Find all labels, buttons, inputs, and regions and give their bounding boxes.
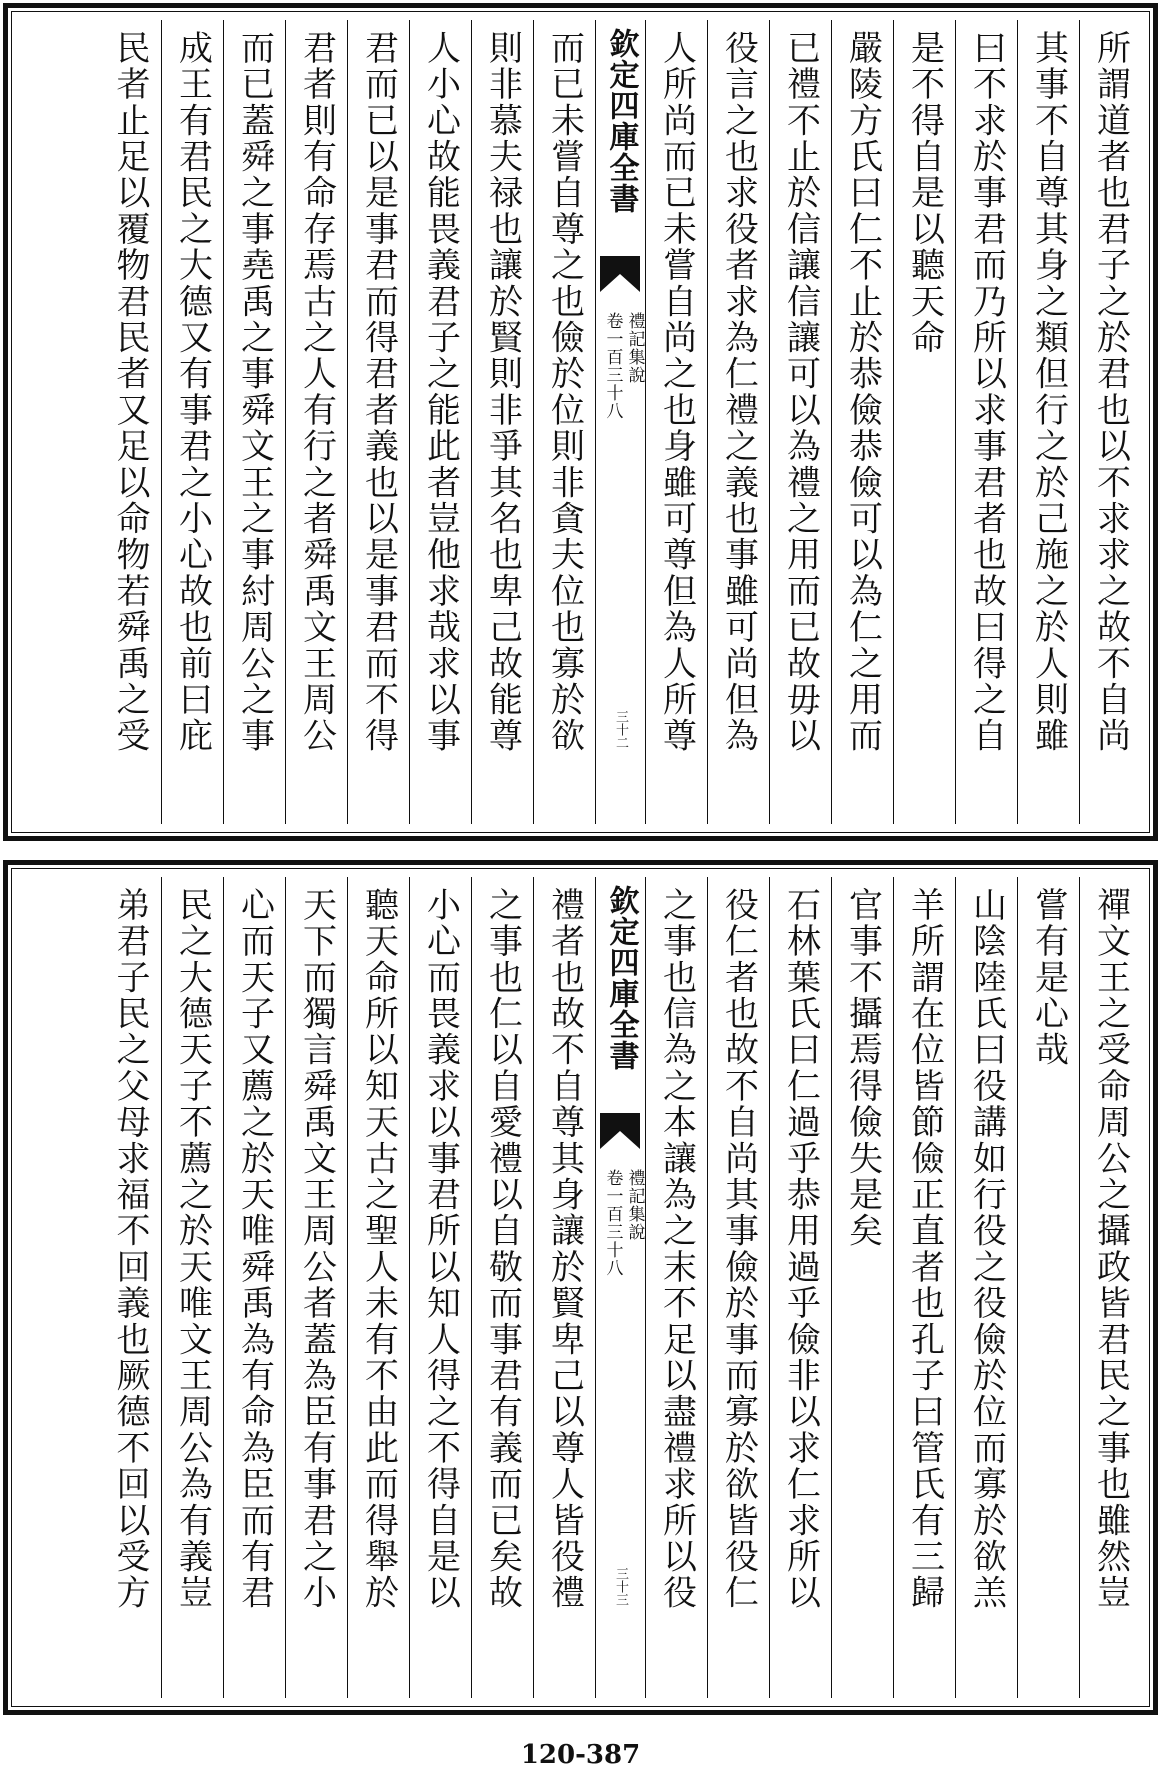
text-column xyxy=(707,877,769,1698)
text-column xyxy=(769,877,831,1698)
text-column xyxy=(769,20,831,824)
column-text: 民者止足以覆物君民者又足以命物若舜禹之受 xyxy=(110,30,150,754)
column-text: 役言之也求役者求為仁禮之義也事雖可尚但為 xyxy=(718,30,759,754)
bottom-page-frame xyxy=(3,860,1158,1715)
text-column xyxy=(161,877,223,1698)
text-column xyxy=(161,20,223,824)
text-column xyxy=(955,877,1017,1698)
top-page xyxy=(0,0,1161,845)
text-column xyxy=(409,20,471,824)
leaf-number: 三十三 xyxy=(613,1567,628,1606)
column-text: 小心而畏義求以事君所以知人得之不得自是以 xyxy=(420,887,461,1611)
column-text: 君而已以是事君而得君者義也以是事君而不得 xyxy=(358,30,399,754)
column-text: 禮者也故不自尊其身讓於賢卑己以尊人皆役禮 xyxy=(544,887,585,1611)
center-margin-column xyxy=(595,877,645,1698)
top-columns xyxy=(20,20,1141,824)
text-column xyxy=(1017,877,1079,1698)
leaf-number: 三十二 xyxy=(613,710,628,749)
column-text: 君者則有命存焉古之人有行之者舜禹文王周公 xyxy=(296,30,337,754)
text-column xyxy=(707,20,769,824)
text-column xyxy=(533,20,595,824)
column-text: 之事也仁以自愛禮以自敬而事君有義而已矣故 xyxy=(482,887,523,1611)
text-column xyxy=(645,20,707,824)
column-text: 則非慕夫禄也讓於賢則非爭其名也卑己故能尊 xyxy=(482,30,523,754)
source-title: 禮記集說 xyxy=(624,1169,645,1241)
fish-tail-ornament-icon xyxy=(600,1113,640,1153)
column-text: 而已蓋舜之事堯禹之事舜文王之事紂周公之事 xyxy=(234,30,275,754)
fish-tail-ornament-icon xyxy=(600,256,640,296)
column-text: 而已未嘗自尊之也儉於位則非貪夫位也寡於欲 xyxy=(544,30,585,754)
book-title: 欽定四庫全書 xyxy=(603,885,639,1071)
volume-label: 卷一百三十八 xyxy=(602,1169,623,1277)
column-text: 石林葉氏曰仁過乎恭用過乎儉非以求仁求所以 xyxy=(780,887,821,1611)
text-column xyxy=(285,877,347,1698)
text-column xyxy=(893,20,955,824)
text-column xyxy=(831,877,893,1698)
top-page-frame xyxy=(3,3,1158,841)
column-text: 其事不自尊其身之類但行之於己施之於人則雖 xyxy=(1028,30,1069,754)
bottom-page xyxy=(0,860,1161,1720)
column-text: 弟君子民之父母求福不回義也厥德不回以受方 xyxy=(110,887,150,1611)
column-text: 羊所謂在位皆節儉正直者也孔子曰管氏有三歸 xyxy=(904,887,945,1611)
text-column xyxy=(409,877,471,1698)
page-footer-number: 120-387 xyxy=(520,1740,641,1770)
volume-label: 卷一百三十八 xyxy=(602,312,623,420)
bottom-columns xyxy=(20,877,1141,1698)
text-column xyxy=(471,877,533,1698)
column-text: 之事也信為之本讓為之末不足以盡禮求所以役 xyxy=(656,887,697,1611)
column-text: 是不得自是以聽天命 xyxy=(904,30,945,356)
column-text: 所謂道者也君子之於君也以不求求之故不自尚 xyxy=(1090,30,1131,754)
text-column xyxy=(645,877,707,1698)
column-text: 嘗有是心哉 xyxy=(1028,887,1069,1068)
column-text: 人小心故能畏義君子之能此者豈他求哉求以事 xyxy=(420,30,461,754)
source-title: 禮記集說 xyxy=(624,312,645,384)
text-column xyxy=(1079,877,1141,1698)
text-column xyxy=(831,20,893,824)
text-column xyxy=(285,20,347,824)
center-margin-column xyxy=(595,20,645,824)
column-text: 民之大德天子不薦之於天唯文王周公為有義豈 xyxy=(172,887,213,1611)
book-title: 欽定四庫全書 xyxy=(603,28,639,214)
text-column xyxy=(893,877,955,1698)
text-column xyxy=(1079,20,1141,824)
column-text: 人所尚而已未嘗自尚之也身雖可尊但為人所尊 xyxy=(656,30,697,754)
column-text: 嚴陵方氏曰仁不止於恭儉恭儉可以為仁之用而 xyxy=(842,30,883,754)
column-text: 官事不攝焉得儉失是矣 xyxy=(842,887,883,1249)
column-text: 成王有君民之大德又有事君之小心故也前曰庇 xyxy=(172,30,213,754)
column-text: 山陰陸氏曰役講如行役之役儉於位而寡於欲羔 xyxy=(966,887,1007,1611)
column-text: 已禮不止於信讓信讓可以為禮之用而已故毋以 xyxy=(780,30,821,754)
column-text: 禪文王之受命周公之攝政皆君民之事也雖然豈 xyxy=(1090,887,1131,1611)
column-text: 曰不求於事君而乃所以求事君者也故曰得之自 xyxy=(966,30,1007,754)
text-column xyxy=(99,877,161,1698)
column-text: 聽天命所以知天古之聖人未有不由此而得舉於 xyxy=(358,887,399,1611)
text-column xyxy=(1017,20,1079,824)
text-column xyxy=(533,877,595,1698)
text-column xyxy=(223,877,285,1698)
text-column xyxy=(347,20,409,824)
text-column xyxy=(223,20,285,824)
column-text: 心而天子又薦之於天唯舜禹為有命為臣而有君 xyxy=(234,887,275,1611)
column-text: 天下而獨言舜禹文王周公者蓋為臣有事君之小 xyxy=(296,887,337,1611)
text-column xyxy=(99,20,161,824)
text-column xyxy=(955,20,1017,824)
column-text: 役仁者也故不自尚其事儉於事而寡於欲皆役仁 xyxy=(718,887,759,1611)
text-column xyxy=(471,20,533,824)
text-column xyxy=(347,877,409,1698)
